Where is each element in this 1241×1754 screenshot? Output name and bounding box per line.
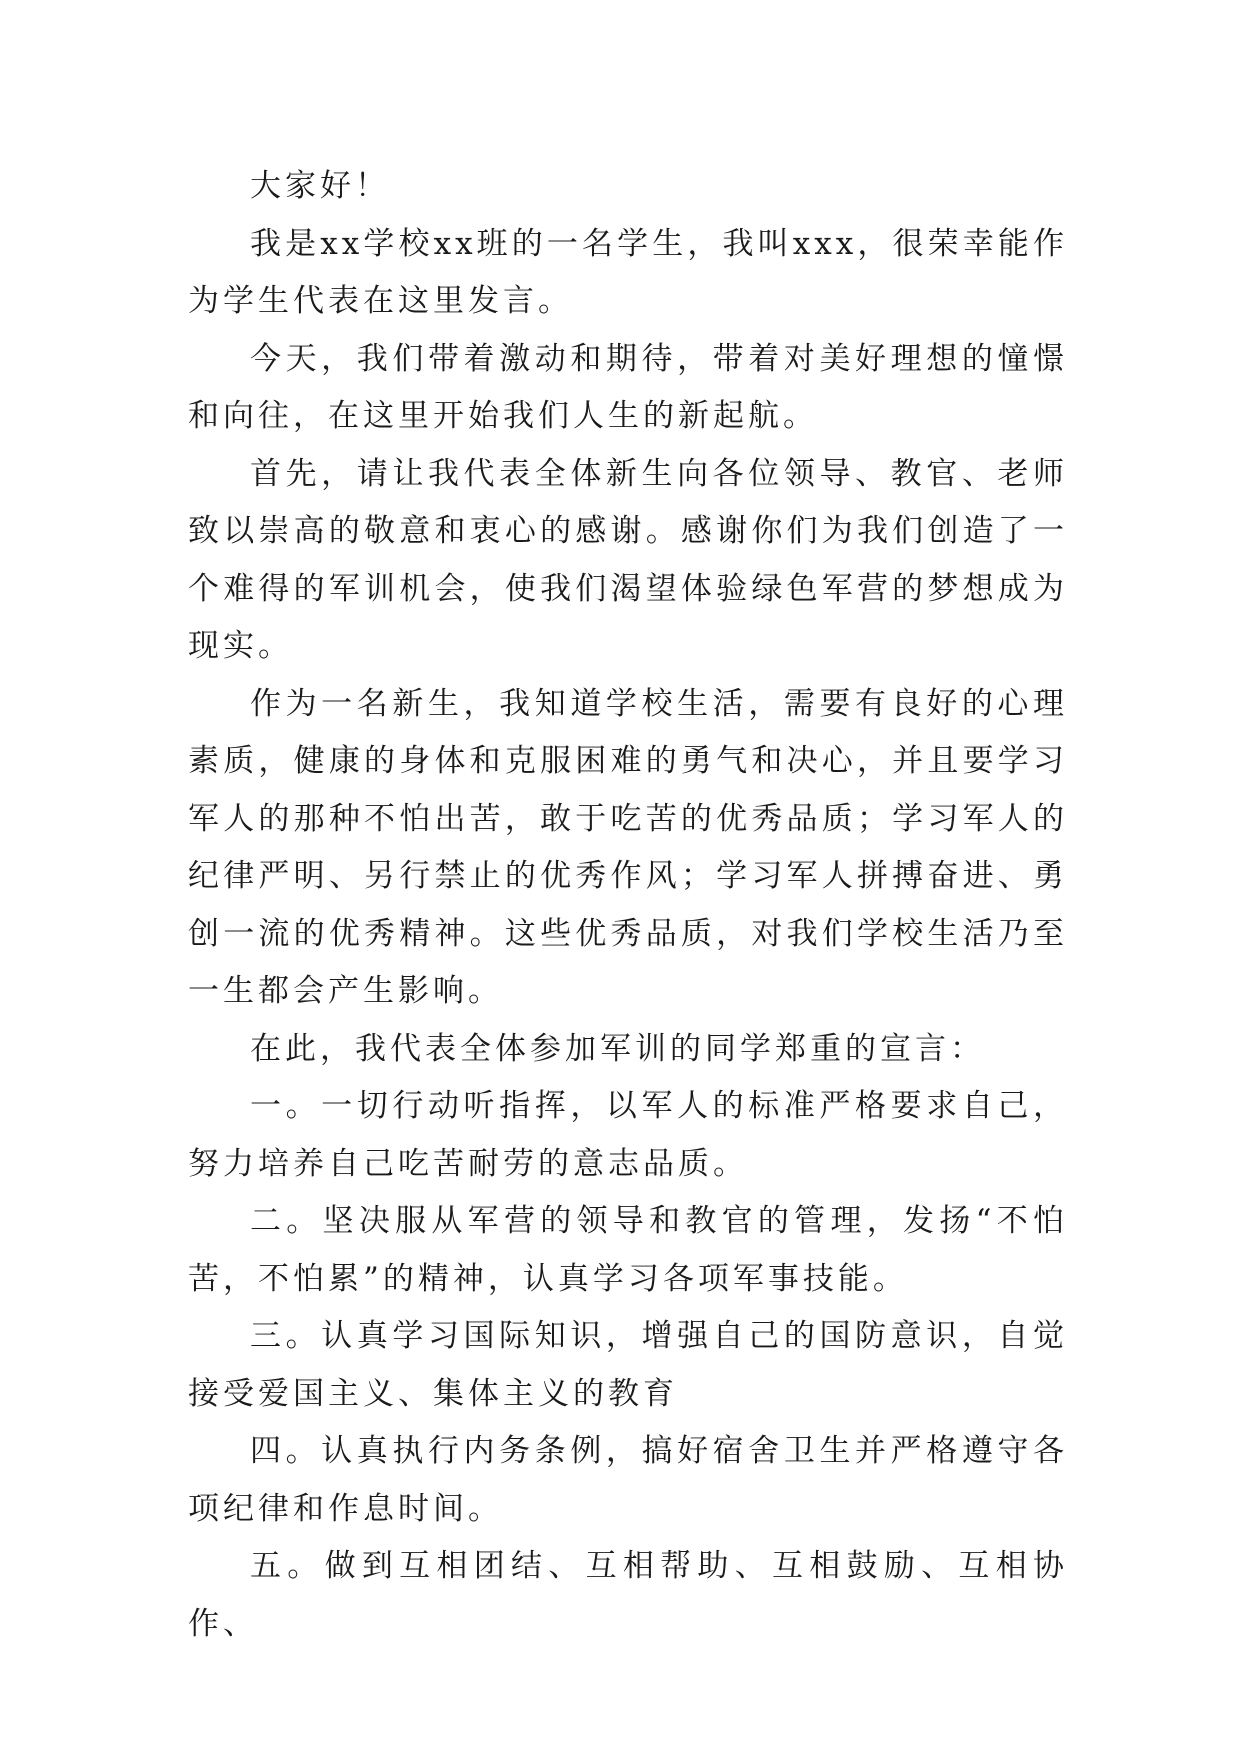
paragraph-thanks: 首先，请让我代表全体新生向各位领导、教官、老师致以崇高的敬意和衷心的感谢。感谢你们为我们创造了一个难得的军训机会，使我们渴望体验绿色军营的梦想成为现实。	[188, 455, 1068, 664]
paragraph-pledge-four: 四。认真执行内务条例，搞好宿舍卫生并严格遵守各项纪律和作息时间。	[188, 1433, 1068, 1527]
paragraph-greeting: 大家好！	[250, 168, 390, 204]
paragraph-pledge-five: 五。做到互相团结、互相帮助、互相鼓励、互相协作、	[188, 1548, 1068, 1642]
paragraph-declaration-intro: 在此，我代表全体参加军训的同学郑重的宣言：	[250, 1030, 985, 1067]
paragraph-pledge-three: 三。认真学习国际知识，增强自己的国防意识，自觉接受爱国主义、集体主义的教育	[188, 1318, 1068, 1412]
paragraph-pledge-one: 一。一切行动听指挥，以军人的标准严格要求自己，努力培养自己吃苦耐劳的意志品质。	[188, 1088, 1068, 1182]
document-body	[188, 158, 1068, 1653]
paragraph-pledge-two: 二。坚决服从军营的领导和教官的管理，发扬“不怕苦，不怕累”的精神，认真学习各项军事技能。	[188, 1203, 1068, 1297]
paragraph-new-student: 作为一名新生，我知道学校生活，需要有良好的心理素质，健康的身体和克服困难的勇气和决心，并且要学习军人的那种不怕出苦，敢于吃苦的优秀品质；学习军人的纪律严明、另行禁止的优秀作风；学习军人拼搏奋进、勇创一流的优秀精神。这些优秀品质，对我们学校生活乃至一生都会产生影响。	[188, 685, 1068, 1009]
paragraph-introduction: 我是xx学校xx班的一名学生，我叫xxx，很荣幸能作为学生代表在这里发言。	[188, 225, 1068, 319]
paragraph-today: 今天，我们带着激动和期待，带着对美好理想的憧憬和向往，在这里开始我们人生的新起航。	[188, 340, 1068, 434]
